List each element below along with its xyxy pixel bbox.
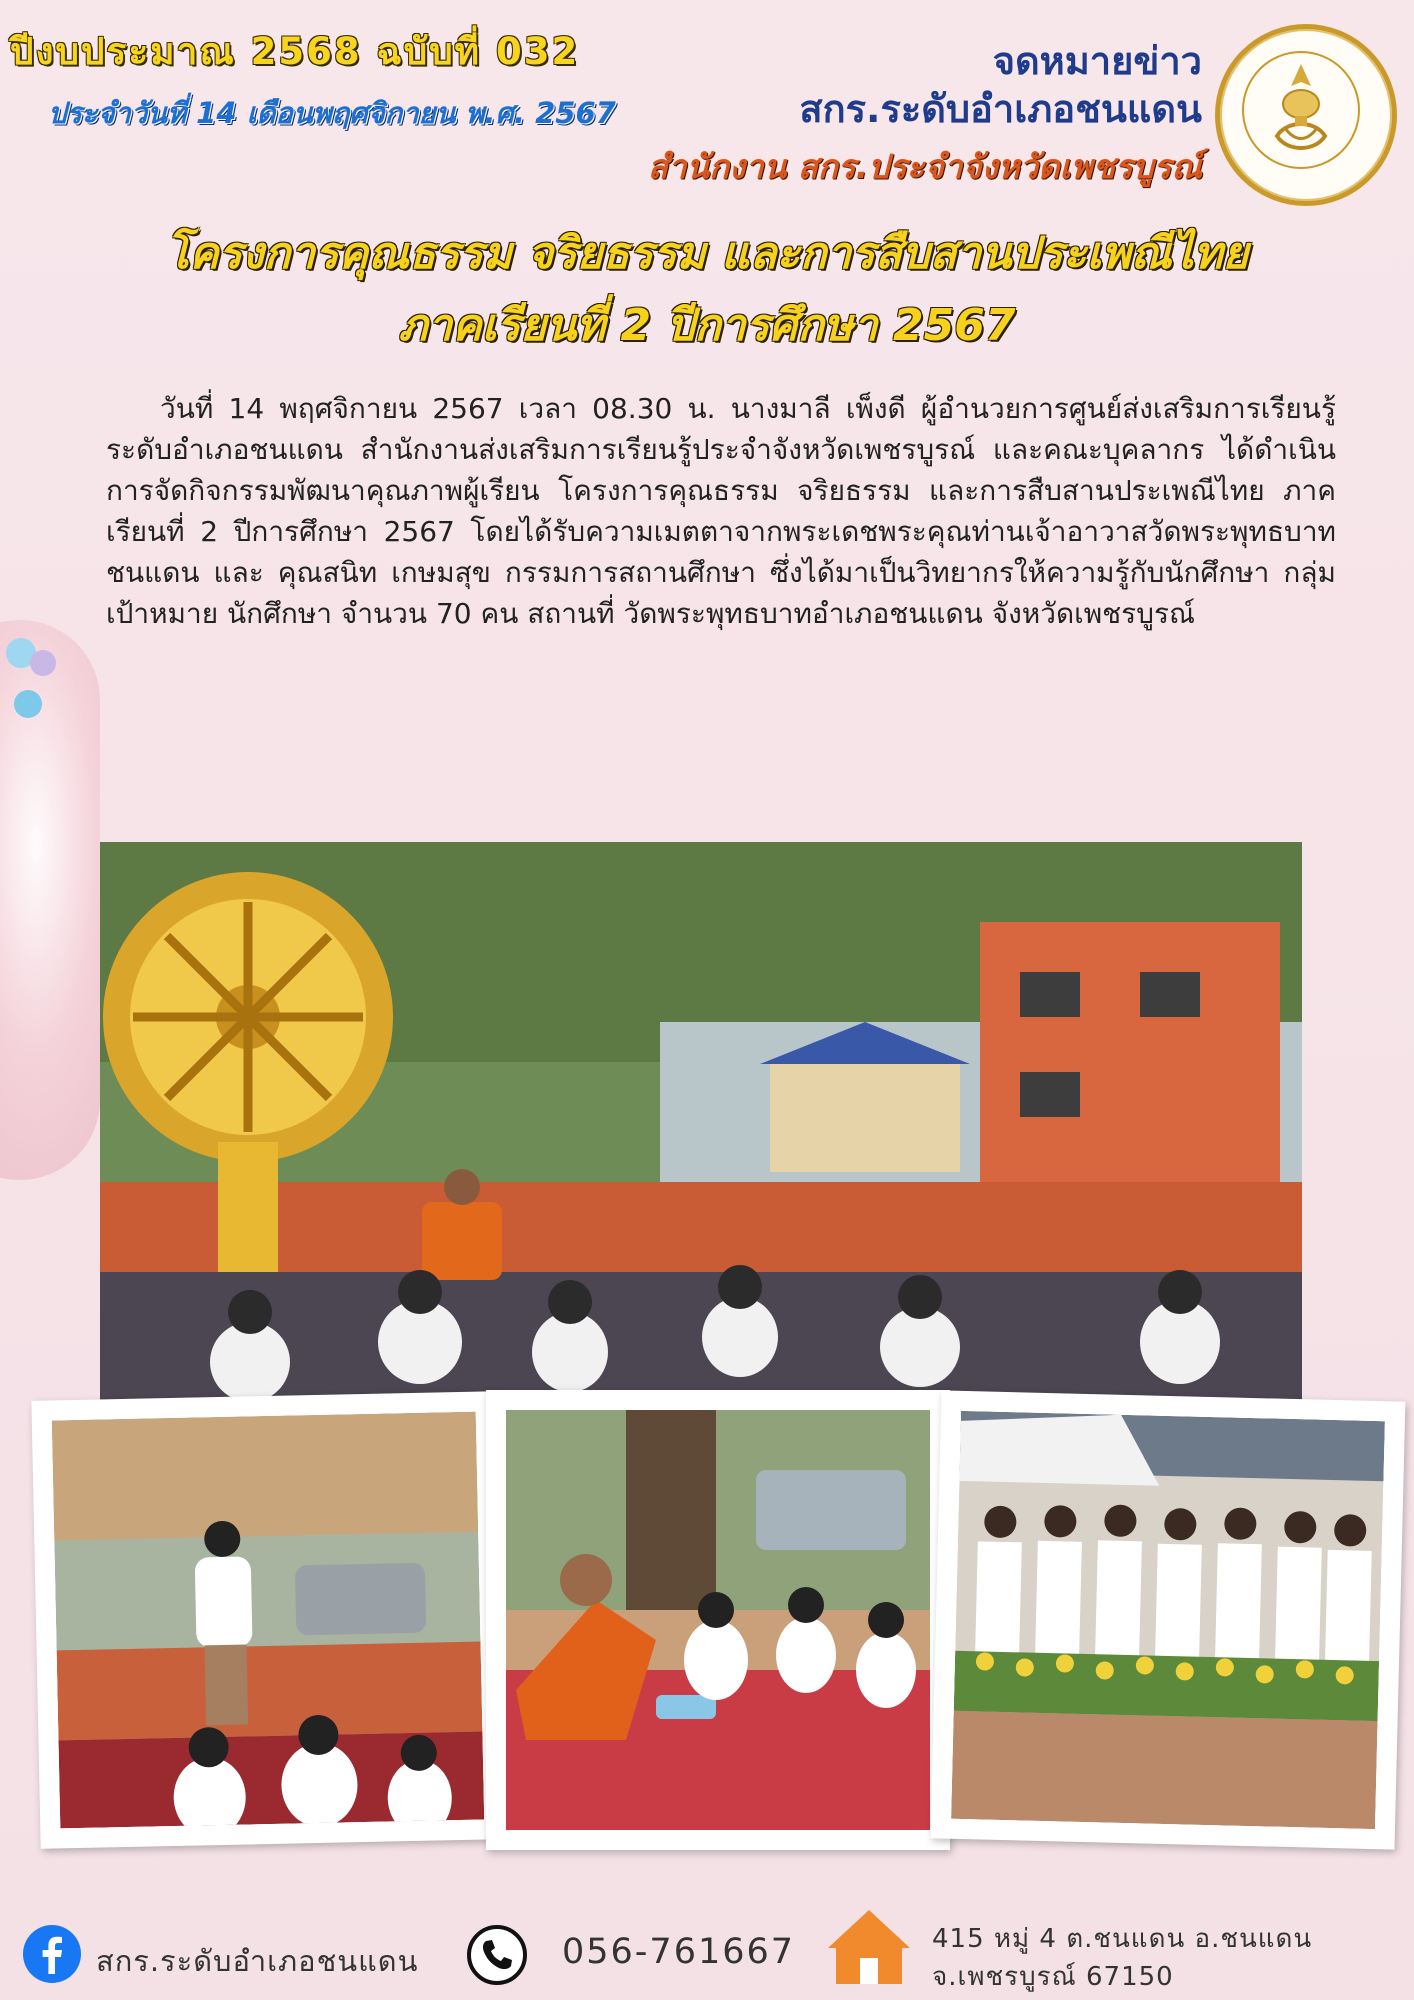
decorative-bead bbox=[30, 650, 56, 676]
headline-line-2: ภาคเรียนที่ 2 ปีการศึกษา 2567 bbox=[398, 300, 1016, 351]
decorative-bead bbox=[14, 690, 42, 718]
newsletter-title: จดหมายข่าว bbox=[992, 39, 1202, 83]
photo-speaker bbox=[31, 1391, 504, 1849]
address-line-1: 415 หมู่ 4 ต.ชนแดน อ.ชนแดน bbox=[932, 1924, 1313, 1954]
photo-speaker-scene bbox=[52, 1412, 484, 1829]
address-line-2: จ.เพชรบูรณ์ 67150 bbox=[932, 1962, 1174, 1992]
facebook-icon bbox=[22, 1924, 82, 1984]
home-icon bbox=[826, 1906, 912, 1986]
headline-line-1: โครงการคุณธรรม จริยธรรม และการสืบสานประเพณีไทย bbox=[165, 228, 1249, 279]
article-body: วันที่ 14 พฤศจิกายน 2567 เวลา 08.30 น. นางมาลี เพ็งดี ผู้อำนวยการศูนย์ส่งเสริมการเรียนรู้ระดับอำเภอชนแดน สำนักงานส่งเสริมการเรียนรู้ประจำจังหวัดเพชรบูรณ์ และคณะบุคลากร ได้ดำเนินการจัดกิจกรรมพัฒนาคุณภาพผู้เรียน โครงการคุณธรรม จริยธรรม และการสืบสานประเพณีไทย ภาคเรียนที่ 2 ปีการศึกษา 2567 โดยได้รับความเมตตาจากพระเดชพระคุณท่านเจ้าอาวาสวัดพระพุทธบาทชนแดน และ คุณสนิท เกษมสุข กรรมการสถานศึกษา ซึ่งได้มาเป็นวิทยากรให้ความรู้กับนักศึกษา กลุ่มเป้าหมาย นักศึกษา จำนวน 70 คน สถานที่ วัดพระพุทธบาทอำเภอชนแดน จังหวัดเพชรบูรณ์ bbox=[106, 392, 1336, 630]
issue-number: ปีงบประมาณ 2568 ฉบับที่ 032 bbox=[10, 30, 580, 73]
photo-monk-scene bbox=[506, 1410, 930, 1830]
department-logo bbox=[1215, 24, 1397, 206]
office-name: สำนักงาน สกร.ประจำจังหวัดเพชรบูรณ์ bbox=[647, 147, 1202, 186]
main-photo bbox=[100, 842, 1302, 1402]
main-photo-scene bbox=[100, 842, 1302, 1402]
newsletter-subtitle: สกร.ระดับอำเภอชนแดน bbox=[799, 87, 1202, 131]
photo-monk bbox=[486, 1390, 950, 1850]
photo-group-scene bbox=[951, 1411, 1385, 1829]
photo-group bbox=[931, 1390, 1406, 1849]
phone-icon bbox=[466, 1924, 528, 1986]
facebook-name: สกร.ระดับอำเภอชนแดน bbox=[96, 1944, 419, 1978]
logo-emblem-icon bbox=[1215, 24, 1387, 196]
phone-number: 056-761667 bbox=[562, 1932, 796, 1972]
issue-date: ประจำวันที่ 14 เดือนพฤศจิกายน พ.ศ. 2567 bbox=[48, 96, 616, 130]
